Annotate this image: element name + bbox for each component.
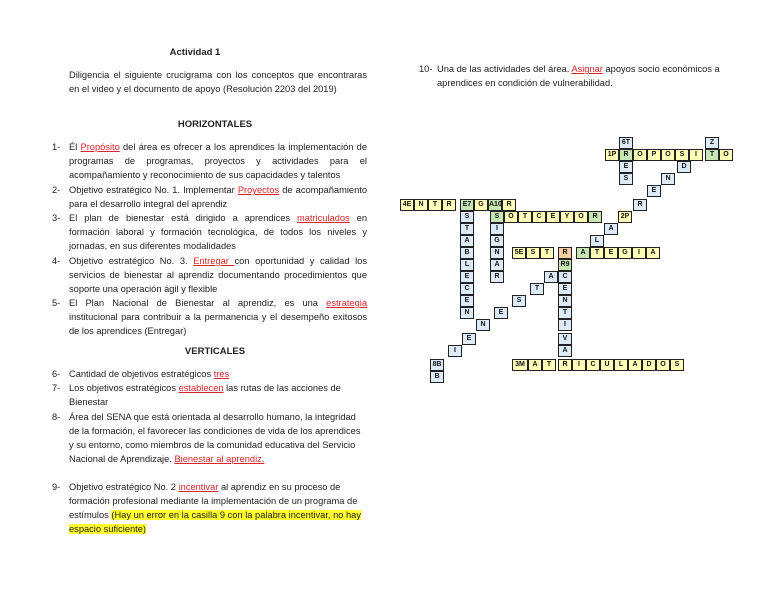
crossword-cell: T bbox=[428, 199, 442, 211]
clue-text: Cantidad de objetivos estratégicos bbox=[69, 369, 214, 379]
crossword-cell: A bbox=[576, 247, 590, 259]
crossword-cell: P bbox=[647, 149, 661, 161]
crossword-cell: B bbox=[430, 371, 444, 383]
crossword-cell: A bbox=[544, 271, 558, 283]
crossword-cell: R bbox=[442, 199, 456, 211]
crossword-cell: C bbox=[558, 271, 572, 283]
crossword-cell: I bbox=[558, 319, 572, 331]
clue-answer: Entregar bbox=[193, 256, 235, 266]
clue-10 bbox=[437, 62, 737, 90]
clue-answer: matriculados bbox=[297, 213, 350, 223]
clue-text: las rutas de las acciones de Bienestar bbox=[69, 383, 341, 407]
clue-9-number: 9- bbox=[52, 482, 61, 492]
clue-2 bbox=[69, 183, 367, 211]
crossword-cell: C bbox=[460, 283, 474, 295]
clue-answer: Propósito bbox=[80, 142, 120, 152]
crossword-cell: E bbox=[604, 247, 618, 259]
crossword-cell: T bbox=[540, 247, 554, 259]
crossword-cell: O bbox=[661, 149, 675, 161]
crossword-cell: I bbox=[490, 223, 504, 235]
crossword-cell: E bbox=[558, 283, 572, 295]
crossword-cell: Y bbox=[560, 211, 574, 223]
crossword-cell: O bbox=[574, 211, 588, 223]
horizontales-heading: HORIZONTALES bbox=[177, 119, 253, 130]
crossword-cell: N bbox=[661, 173, 675, 185]
clue-7 bbox=[69, 381, 367, 409]
crossword-cell: A bbox=[628, 359, 642, 371]
crossword-cell: R bbox=[619, 149, 633, 161]
crossword-cell: T bbox=[542, 359, 556, 371]
clue-text: El Plan Nacional de Bienestar al aprendiz, es una bbox=[69, 298, 327, 308]
crossword-cell: R bbox=[502, 199, 516, 211]
crossword-cell: E bbox=[460, 295, 474, 307]
clue-5-number: 5- bbox=[52, 298, 61, 308]
crossword-cell: N bbox=[476, 319, 490, 331]
crossword-cell: R bbox=[558, 359, 572, 371]
clue-2-number: 2- bbox=[52, 185, 61, 195]
crossword-cell: N bbox=[558, 295, 572, 307]
crossword-cell: 5E bbox=[512, 247, 526, 259]
crossword-cell: I bbox=[632, 247, 646, 259]
crossword-cell: T bbox=[558, 307, 572, 319]
clue-6 bbox=[69, 367, 367, 381]
verticales-heading: VERTICALES bbox=[184, 346, 246, 357]
crossword-cell: E bbox=[494, 307, 508, 319]
clue-4 bbox=[69, 254, 367, 296]
page-title: Actividad 1 bbox=[169, 47, 221, 58]
crossword-cell: S bbox=[490, 211, 504, 223]
crossword-cell: N bbox=[414, 199, 428, 211]
clue-text: Objetivo estratégico No. 1. Implementar bbox=[69, 185, 238, 195]
error-note-highlight: (Hay un error en la casilla 9 con la palabra incentivar, no hay espacio suficiente) bbox=[69, 510, 361, 534]
crossword-cell: 3M bbox=[512, 359, 528, 371]
crossword-cell: Z bbox=[705, 137, 719, 149]
crossword-cell: N bbox=[490, 247, 504, 259]
clue-5 bbox=[69, 296, 367, 338]
crossword-cell: D bbox=[642, 359, 656, 371]
crossword-cell: T bbox=[518, 211, 532, 223]
crossword-cell: R bbox=[490, 271, 504, 283]
crossword-cell: C bbox=[586, 359, 600, 371]
crossword-cell: I bbox=[448, 345, 462, 357]
crossword-cell: E bbox=[462, 333, 476, 345]
crossword-cell: A bbox=[604, 223, 618, 235]
crossword-cell: V bbox=[558, 333, 572, 345]
crossword-cell: B bbox=[460, 247, 474, 259]
crossword-cell: L bbox=[590, 235, 604, 247]
crossword-cell: 2P bbox=[618, 211, 632, 223]
clue-answer: tres bbox=[213, 369, 230, 379]
crossword-cell: E bbox=[647, 185, 661, 197]
crossword-cell: A bbox=[460, 235, 474, 247]
crossword-cell: S bbox=[512, 295, 526, 307]
crossword-cell: O bbox=[719, 149, 733, 161]
clue-text: Los objetivos estratégicos bbox=[69, 383, 179, 393]
clue-3-number: 3- bbox=[52, 213, 61, 223]
crossword-cell: 4E bbox=[400, 199, 414, 211]
crossword-cell: S bbox=[670, 359, 684, 371]
crossword-cell: U bbox=[600, 359, 614, 371]
crossword-cell: A10 bbox=[488, 199, 502, 211]
crossword-cell: A bbox=[558, 345, 572, 357]
clue-6-number: 6- bbox=[52, 369, 61, 379]
crossword-cell: S bbox=[460, 211, 474, 223]
clue-text: Objetivo estratégico No. 2 bbox=[69, 482, 179, 492]
crossword-cell: R bbox=[558, 247, 572, 259]
clue-text: Objetivo estratégico No. 3. bbox=[69, 256, 194, 266]
crossword-cell: A bbox=[646, 247, 660, 259]
crossword-cell: R bbox=[588, 211, 602, 223]
clue-answer: estrategia bbox=[326, 298, 367, 308]
crossword-cell: T bbox=[530, 283, 544, 295]
crossword-cell: R bbox=[633, 199, 647, 211]
crossword-cell: O bbox=[633, 149, 647, 161]
crossword-cell: S bbox=[619, 173, 633, 185]
clue-answer: Bienestar al aprendiz. bbox=[174, 454, 265, 464]
crossword-cell: T bbox=[590, 247, 604, 259]
crossword-cell: S bbox=[526, 247, 540, 259]
clue-9 bbox=[69, 480, 367, 536]
crossword-cell: T bbox=[460, 223, 474, 235]
crossword-cell: G bbox=[490, 235, 504, 247]
clue-4-number: 4- bbox=[52, 256, 61, 266]
crossword-cell: E bbox=[546, 211, 560, 223]
crossword-cell: I bbox=[689, 149, 703, 161]
crossword-cell: E bbox=[619, 161, 633, 173]
crossword-cell: L bbox=[460, 259, 474, 271]
clue-text: Él bbox=[69, 142, 81, 152]
clue-text: El plan de bienestar está dirigido a aprendices bbox=[69, 213, 298, 223]
clue-text: apoyos socio económicos a aprendices en condición de vulnerabilidad. bbox=[437, 64, 720, 88]
clue-text: Una de las actividades del área. bbox=[437, 64, 572, 74]
clue-1 bbox=[69, 140, 367, 182]
crossword-cell: O bbox=[504, 211, 518, 223]
clue-3 bbox=[69, 211, 367, 253]
clue-8 bbox=[69, 410, 367, 466]
crossword-cell: S bbox=[675, 149, 689, 161]
clue-7-number: 7- bbox=[52, 383, 61, 393]
clue-text: al aprendiz en su proceso de formación profesional mediante la implementación de un programa de estímulos bbox=[69, 482, 358, 520]
crossword-cell: L bbox=[614, 359, 628, 371]
clue-text: Área del SENA que está orientada al desarrollo humano, la integridad de la formación, el favorecer las condiciones de vida de los aprendices y su entorno, como miembros de la comunidad educativa del Servicio Nacional de Aprendizaje. bbox=[69, 412, 361, 464]
crossword-cell: G bbox=[474, 199, 488, 211]
clue-answer: establecen bbox=[178, 383, 224, 393]
crossword-cell: 6T bbox=[619, 137, 633, 149]
clue-text: del área es ofrecer a los aprendices la implementación de programas de programas, proyectos y actividades para el acompañamiento y reconocimiento de sus capacidades y talentos bbox=[69, 142, 367, 180]
crossword-cell: A bbox=[490, 259, 504, 271]
crossword-cell: G bbox=[618, 247, 632, 259]
clue-answer: Asignar bbox=[571, 64, 603, 74]
clue-1-number: 1- bbox=[52, 142, 61, 152]
clue-text: con oportunidad y calidad los servicios de bienestar al aprendiz documentando procedimientos que soporte una operación ágil y flexible bbox=[69, 256, 367, 294]
crossword-cell: R9 bbox=[558, 259, 572, 271]
crossword-cell: I bbox=[572, 359, 586, 371]
crossword-cell: N bbox=[460, 307, 474, 319]
crossword-cell: E7 bbox=[460, 199, 474, 211]
crossword-cell: E bbox=[460, 271, 474, 283]
clue-10-number: 10- bbox=[419, 64, 433, 74]
crossword-cell: T bbox=[705, 149, 719, 161]
crossword-cell: A bbox=[528, 359, 542, 371]
crossword-cell: 8B bbox=[430, 359, 444, 371]
clue-text: institucional para contribuir a la permanencia y el desempeño exitosos de los aprendices (Entregar) bbox=[69, 312, 367, 336]
clue-8-number: 8- bbox=[52, 412, 61, 422]
intro-text: Diligencia el siguiente crucigrama con los conceptos que encontraras en el video y el documento de apoyo (Resolución 2203 del 2019) bbox=[69, 70, 367, 94]
clue-text: en formación laboral y formación tecnológica, de todos los niveles y jornadas, en sus diferentes modalidades bbox=[69, 213, 367, 251]
crossword-cell: D bbox=[677, 161, 691, 173]
crossword-cell: O bbox=[656, 359, 670, 371]
clue-answer: Proyectos bbox=[237, 185, 280, 195]
clue-text: de acompañamiento para el desarrollo integral del aprendiz bbox=[69, 185, 367, 209]
crossword-cell: 1P bbox=[605, 149, 619, 161]
clue-answer: incentivar bbox=[178, 482, 219, 492]
crossword-cell: C bbox=[532, 211, 546, 223]
